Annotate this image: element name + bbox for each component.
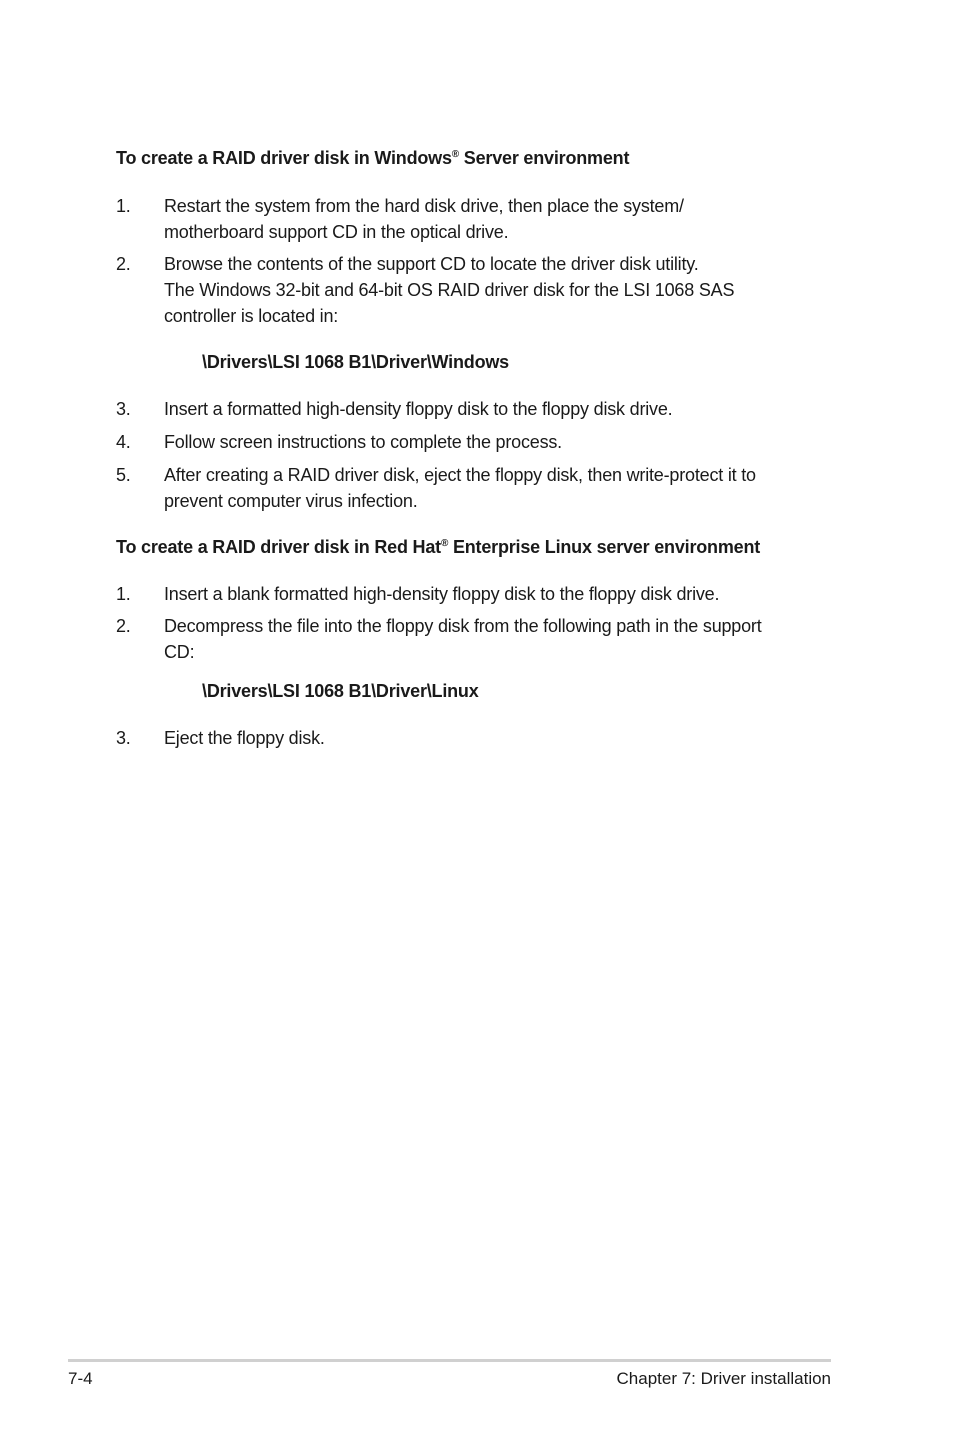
registered-mark: ® (451, 149, 459, 160)
list-item (116, 725, 836, 751)
chapter-title: Chapter 7: Driver installation (616, 1369, 831, 1388)
step-number: 4. (116, 432, 131, 452)
step-number: 1. (116, 584, 131, 604)
driver-path-windows (202, 352, 509, 373)
step-text (164, 581, 836, 607)
list-item (116, 613, 836, 665)
step-number: 3. (116, 399, 131, 419)
step-text (164, 396, 836, 422)
step-line: The Windows 32-bit and 64-bit OS RAID driver disk for the LSI 1068 SAS (164, 280, 735, 300)
step-line: Insert a blank formatted high-density floppy disk to the floppy disk drive. (164, 584, 720, 604)
section-heading-redhat (116, 537, 760, 558)
step-line: Eject the floppy disk. (164, 728, 325, 748)
heading-text: Enterprise Linux server environment (448, 537, 761, 557)
list-item (116, 429, 836, 455)
path-prefix: \ (202, 352, 207, 372)
step-line: Decompress the file into the floppy disk from the following path in the support (164, 616, 762, 636)
section-heading-windows (116, 148, 629, 169)
path-prefix: \ (202, 681, 207, 701)
step-number: 3. (116, 728, 131, 748)
list-item (116, 193, 836, 245)
step-text (164, 613, 836, 665)
step-text (164, 462, 836, 514)
step-line: Follow screen instructions to complete the process. (164, 432, 562, 452)
step-number: 1. (116, 196, 131, 216)
step-line: motherboard support CD in the optical drive. (164, 222, 509, 242)
step-line: controller is located in: (164, 306, 339, 326)
path-text: Drivers\LSI 1068 B1\Driver\Windows (206, 352, 509, 372)
step-line: Browse the contents of the support CD to locate the driver disk utility. (164, 254, 699, 274)
heading-text: To create a RAID driver disk in Windows (116, 148, 452, 168)
step-number: 2. (116, 254, 131, 274)
heading-text: To create a RAID driver disk in Red Hat (116, 537, 441, 557)
list-item (116, 462, 836, 514)
step-text (164, 193, 836, 245)
step-line: prevent computer virus infection. (164, 491, 418, 511)
step-line: After creating a RAID driver disk, eject the floppy disk, then write-protect it to (164, 465, 756, 485)
driver-path-linux (202, 681, 479, 702)
step-line: CD: (164, 642, 195, 662)
registered-mark: ® (440, 538, 449, 549)
list-item (116, 251, 836, 329)
heading-text: Server environment (458, 148, 630, 168)
path-text: Drivers\LSI 1068 B1\Driver\Linux (206, 681, 479, 701)
list-item (116, 396, 836, 422)
step-text (164, 725, 836, 751)
step-text (164, 429, 836, 455)
step-number: 2. (116, 616, 131, 636)
step-line: Insert a formatted high-density floppy disk to the floppy disk drive. (164, 399, 673, 419)
step-number: 5. (116, 465, 131, 485)
step-text (164, 251, 836, 329)
step-line: Restart the system from the hard disk drive, then place the system/ (164, 196, 684, 216)
page-number: 7-4 (68, 1369, 93, 1388)
list-item (116, 581, 836, 607)
footer-divider (68, 1359, 831, 1362)
